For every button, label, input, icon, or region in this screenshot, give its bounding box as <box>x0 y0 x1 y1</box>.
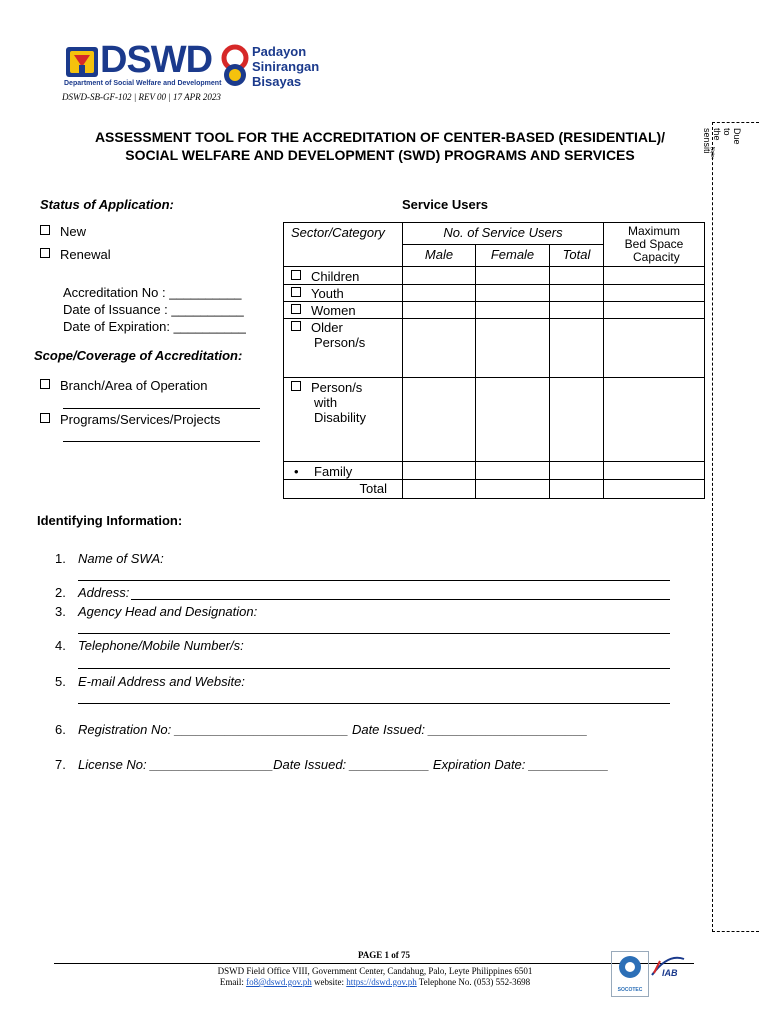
table-row <box>284 480 705 499</box>
table-row <box>284 462 705 480</box>
side-note-box <box>712 122 759 932</box>
row-older-persons[interactable]: Older Person/s <box>284 319 403 378</box>
scope-coverage-label: Scope/Coverage of Accreditation: <box>34 348 243 363</box>
address-label: Address: <box>78 585 130 600</box>
page-title: ASSESSMENT TOOL FOR THE ACCREDITATION OF CENTER-BASED (RESIDENTIAL)/ SOCIAL WELFARE AND DEVELOPMENT (SWD) PROGRAMS AND SERVICES <box>94 129 666 163</box>
dswd-logo-icon <box>66 47 98 77</box>
footer-divider <box>54 963 694 964</box>
socotec-cert-icon <box>612 952 648 982</box>
date-of-issuance-field: Date of Issuance : __________ <box>63 302 244 317</box>
status-option-new[interactable]: New <box>40 224 86 239</box>
female-cell[interactable] <box>476 302 550 319</box>
female-cell[interactable] <box>476 462 550 480</box>
agency-head-line[interactable] <box>78 633 670 634</box>
checkbox-icon[interactable] <box>40 225 50 235</box>
tagline: Padayon Sinirangan Bisayas <box>252 44 320 89</box>
bagong-pilipinas-badge-icon <box>218 44 252 88</box>
male-cell[interactable] <box>403 267 476 285</box>
capacity-cell[interactable] <box>604 319 705 378</box>
service-users-title: Service Users <box>402 197 489 212</box>
no-of-service-users-header: No. of Service Users <box>403 223 604 245</box>
checkbox-icon[interactable] <box>291 270 301 280</box>
female-cell[interactable] <box>476 267 550 285</box>
checkbox-icon[interactable] <box>291 304 301 314</box>
checkbox-icon[interactable] <box>40 248 50 258</box>
name-of-swa-label: Name of SWA: <box>78 551 164 566</box>
male-cell[interactable] <box>403 378 476 462</box>
bullet-icon: • <box>294 464 299 479</box>
checkbox-icon[interactable] <box>40 379 50 389</box>
total-cell[interactable] <box>550 480 604 499</box>
max-bed-space-header: Maximum Bed Space Capacity <box>604 223 705 267</box>
registration-no-field[interactable]: Registration No: ________________________ Date Issued: ______________________ <box>78 722 588 737</box>
item-number: 6. <box>55 722 66 737</box>
row-youth[interactable]: Youth <box>284 285 403 302</box>
table-row <box>284 319 705 378</box>
page-number: PAGE 1 of 75 <box>357 950 411 960</box>
capacity-cell[interactable] <box>604 302 705 319</box>
table-row <box>284 302 705 319</box>
total-cell[interactable] <box>550 285 604 302</box>
service-users-table <box>283 222 705 499</box>
total-header: Total <box>550 245 604 267</box>
table-row <box>284 267 705 285</box>
female-cell[interactable] <box>476 319 550 378</box>
agency-head-label: Agency Head and Designation: <box>78 604 258 619</box>
item-number: 1. <box>55 551 66 566</box>
capacity-cell[interactable] <box>604 480 705 499</box>
checkbox-icon[interactable] <box>291 287 301 297</box>
sector-category-header: Sector/Category <box>284 223 403 267</box>
email-website-line[interactable] <box>78 703 670 704</box>
accreditation-no-field: Accreditation No : __________ <box>63 285 242 300</box>
capacity-cell[interactable] <box>604 378 705 462</box>
female-cell[interactable] <box>476 285 550 302</box>
total-cell[interactable] <box>550 319 604 378</box>
footer-address: DSWD Field Office VIII, Government Center, Candahug, Palo, Leyte Philippines 6501 <box>217 966 533 976</box>
male-cell[interactable] <box>403 319 476 378</box>
row-persons-with-disability[interactable]: Person/s with Disability <box>284 378 403 462</box>
total-row-label: Total <box>284 480 403 499</box>
email-link[interactable]: fo8@dswd.gov.ph <box>246 977 312 987</box>
address-line[interactable] <box>131 599 670 600</box>
table-row <box>284 285 705 302</box>
row-women[interactable]: Women <box>284 302 403 319</box>
email-website-label: E-mail Address and Website: <box>78 674 245 689</box>
female-header: Female <box>476 245 550 267</box>
item-number: 2. <box>55 585 66 600</box>
male-cell[interactable] <box>403 480 476 499</box>
scope-option-branch[interactable]: Branch/Area of Operation <box>40 378 207 393</box>
programs-blank-line <box>63 441 260 442</box>
name-of-swa-line[interactable] <box>78 580 670 581</box>
item-number: 3. <box>55 604 66 619</box>
item-number: 5. <box>55 674 66 689</box>
logo-subtext: Department of Social Welfare and Development <box>64 80 222 87</box>
iab-cert-logo: IAB <box>650 953 686 993</box>
capacity-cell[interactable] <box>604 462 705 480</box>
scope-option-programs[interactable]: Programs/Services/Projects <box>40 412 220 427</box>
date-of-expiration-field: Date of Expiration: __________ <box>63 319 246 334</box>
branch-blank-line <box>63 408 260 409</box>
row-family[interactable]: • Family <box>284 462 403 480</box>
license-no-field[interactable]: License No: _________________Date Issued: ___________ Expiration Date: ___________ <box>78 757 609 772</box>
identifying-information-label: Identifying Information: <box>37 513 183 528</box>
total-cell[interactable] <box>550 462 604 480</box>
side-note-text: Due to the sensiti <box>702 128 742 154</box>
status-option-renewal[interactable]: Renewal <box>40 247 111 262</box>
male-cell[interactable] <box>403 285 476 302</box>
website-link[interactable]: https://dswd.gov.ph <box>346 977 417 987</box>
female-cell[interactable] <box>476 378 550 462</box>
total-cell[interactable] <box>550 378 604 462</box>
footer-contact: Email: fo8@dswd.gov.ph website: https://dswd.gov.ph Telephone No. (053) 552-3698 <box>219 977 531 987</box>
row-children[interactable]: Children <box>284 267 403 285</box>
male-cell[interactable] <box>403 462 476 480</box>
item-number: 4. <box>55 638 66 653</box>
male-cell[interactable] <box>403 302 476 319</box>
total-cell[interactable] <box>550 267 604 285</box>
document-reference: DSWD-SB-GF-102 | REV 00 | 17 APR 2023 <box>62 92 221 102</box>
female-cell[interactable] <box>476 480 550 499</box>
capacity-cell[interactable] <box>604 285 705 302</box>
socotec-cert-logo: SOCOTEC <box>611 951 649 997</box>
side-note-label: Note: <box>709 147 715 159</box>
telephone-line[interactable] <box>78 668 670 669</box>
checkbox-icon[interactable] <box>291 321 301 331</box>
checkbox-icon[interactable] <box>291 381 301 391</box>
male-header: Male <box>403 245 476 267</box>
item-number: 7. <box>55 757 66 772</box>
checkbox-icon[interactable] <box>40 413 50 423</box>
telephone-label: Telephone/Mobile Number/s: <box>78 638 244 653</box>
logo-text: DSWD <box>100 39 213 81</box>
total-cell[interactable] <box>550 302 604 319</box>
status-of-application-label: Status of Application: <box>40 197 174 212</box>
table-row <box>284 378 705 462</box>
capacity-cell[interactable] <box>604 267 705 285</box>
